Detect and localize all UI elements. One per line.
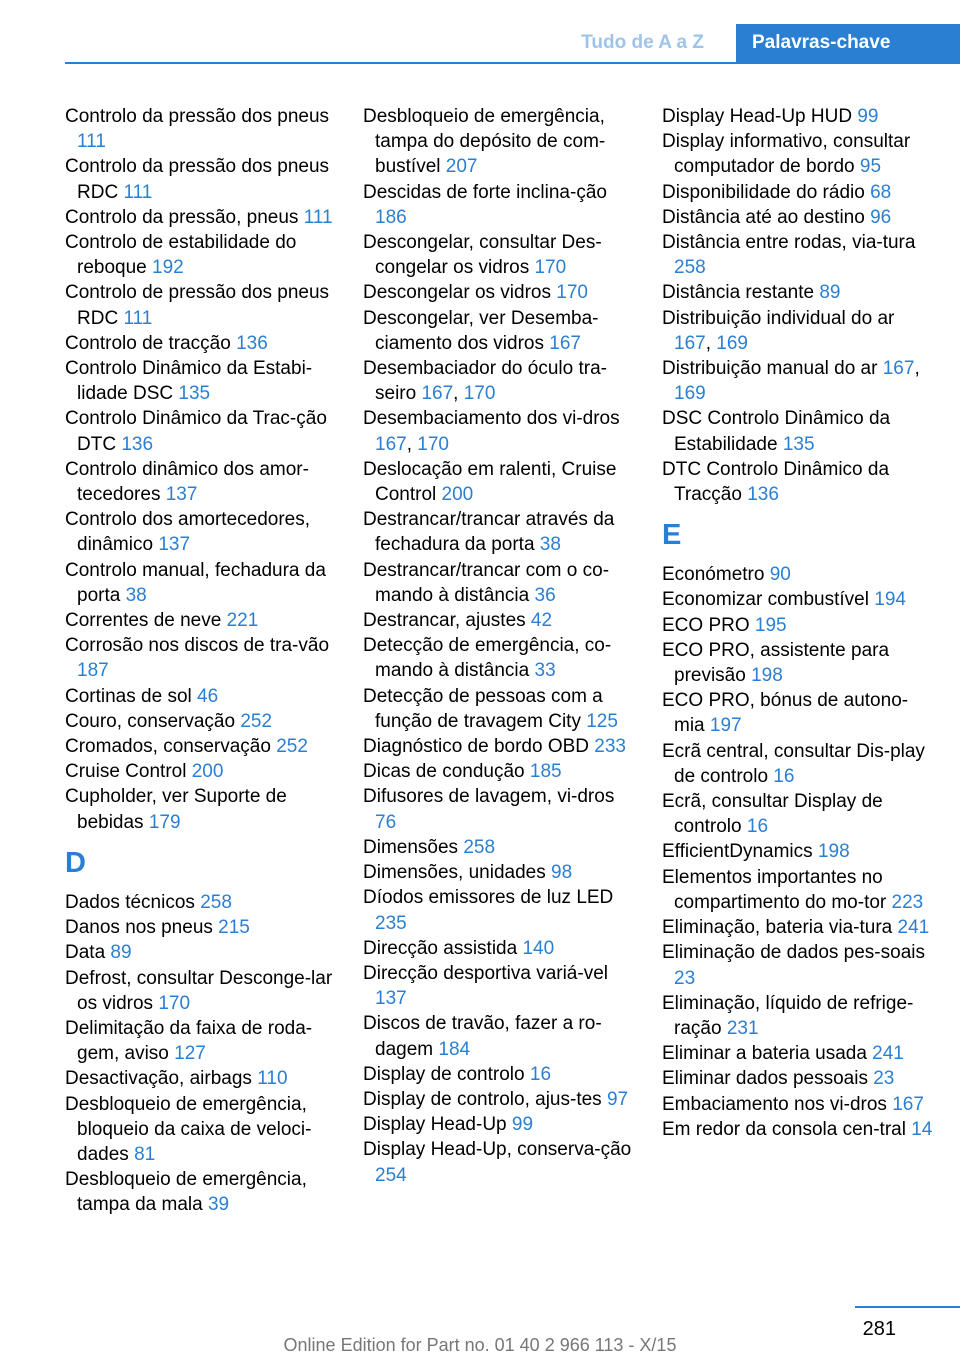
page-link[interactable]: 89 (110, 942, 132, 964)
index-term: Embaciamento nos vi‐dros (662, 1093, 887, 1115)
index-term: Distância entre rodas, via‐tura (662, 232, 916, 254)
index-column-3 (662, 104, 934, 1142)
index-term: Controlo dinâmico dos amor‐tecedores (65, 458, 309, 506)
page-link[interactable]: 167 (882, 358, 915, 380)
page-link[interactable]: 185 (529, 761, 562, 783)
index-term: Desembaciamento dos vi‐dros (363, 408, 620, 430)
index-entry (363, 1062, 635, 1087)
index-entry (662, 562, 934, 587)
page-link[interactable]: 252 (240, 710, 273, 732)
index-term: Descongelar, ver Desemba‐ciamento dos vidros (363, 307, 599, 354)
index-entry (662, 1117, 934, 1142)
index-entry (65, 1092, 337, 1168)
index-term: Display Head-Up (363, 1114, 507, 1136)
index-term: Eliminar a bateria usada (662, 1043, 867, 1065)
page-link[interactable]: 135 (782, 433, 815, 455)
index-term: Distância restante (662, 282, 815, 304)
index-entry (363, 457, 635, 507)
page-link[interactable]: 170 (534, 257, 567, 279)
page-link[interactable]: 194 (874, 589, 906, 611)
index-entry (363, 306, 635, 356)
index-term: Controlo Dinâmico da Estabi‐lidade DSC (65, 358, 313, 405)
index-term: ECO PRO, assistente para previsão (662, 639, 890, 687)
index-term: Couro, conservação (65, 710, 236, 732)
index-entry (65, 608, 337, 633)
index-term: Direcção desportiva variá‐vel (363, 962, 608, 984)
index-term: Destrancar, ajustes (363, 610, 526, 632)
page-link[interactable]: 167 (892, 1093, 924, 1115)
index-term: Eliminar dados pessoais (662, 1068, 868, 1090)
page-link[interactable]: 98 (551, 862, 573, 884)
index-term: Corrosão nos discos de tra‐vão (65, 635, 330, 657)
index-term: Distância até ao destino (662, 206, 865, 228)
index-term: Ecrã, consultar Display de controlo (662, 791, 883, 838)
index-entry (363, 1137, 635, 1187)
index-term: Desbloqueio de emergência, tampa do depósito de com‐bustível (363, 106, 606, 178)
index-entry (65, 633, 337, 683)
index-term: Controlo da pressão dos pneus RDC (65, 156, 330, 203)
index-entry (65, 940, 337, 965)
index-term: Desbloqueio de emergência, bloqueio da caixa de veloci‐dades (65, 1093, 312, 1165)
page-link[interactable]: 223 (891, 891, 924, 913)
index-term: Defrost, consultar Desconge‐lar os vidros (65, 967, 333, 1014)
page-link[interactable]: 16 (773, 765, 795, 787)
index-letter-heading: D (65, 846, 86, 879)
index-term: Desactivação, airbags (65, 1068, 252, 1090)
index-term: Deslocação em ralenti, Cruise Control (363, 458, 617, 506)
page-link[interactable]: 221 (226, 610, 259, 632)
index-entry (662, 1092, 934, 1117)
index-entry (65, 734, 337, 759)
index-term: Cupholder, ver Suporte de bebidas (65, 786, 287, 833)
index-entry (662, 306, 934, 356)
page-number: 281 (862, 1318, 896, 1340)
index-entry (65, 154, 337, 204)
index-term: Correntes de neve (65, 610, 222, 632)
index-entry (662, 457, 934, 507)
index-entry (662, 180, 934, 205)
page-link[interactable]: 192 (152, 257, 184, 279)
page-link[interactable]: 111 (303, 206, 333, 228)
index-term: Díodos emissores de luz LED (363, 887, 614, 909)
page-link[interactable]: 136 (747, 484, 779, 506)
index-term: Controlo dos amortecedores, dinâmico (65, 509, 311, 556)
page-link[interactable]: 140 (522, 937, 555, 959)
page-link[interactable]: 167 (549, 332, 581, 354)
page-link[interactable]: 39 (207, 1194, 230, 1216)
index-term: Descongelar os vidros (363, 282, 551, 304)
index-entry (363, 1087, 635, 1112)
index-entry (662, 839, 934, 864)
page-link[interactable]: 135 (178, 383, 211, 405)
index-term: DTC Controlo Dinâmico da Tracção (662, 458, 890, 506)
index-entry (363, 734, 635, 759)
index-term: Diagnóstico de bordo OBD (363, 736, 590, 758)
page-link[interactable]: 169 (716, 332, 748, 354)
index-entry (662, 230, 934, 280)
index-entry (363, 759, 635, 784)
page-link[interactable]: 99 (857, 106, 879, 127)
index-term: Distribuição individual do ar (662, 307, 895, 329)
index-entry (662, 205, 934, 230)
page-link[interactable]: 170 (556, 282, 588, 304)
tab-tudo-de-a-a-z[interactable]: Tudo de A a Z (581, 32, 704, 53)
index-column-1 (65, 104, 337, 1218)
page-link[interactable]: 195 (754, 614, 787, 636)
page-link[interactable]: 197 (709, 715, 742, 737)
page-link[interactable]: 38 (539, 534, 561, 556)
index-entry (65, 205, 337, 230)
page-link[interactable]: 235 (375, 912, 407, 934)
page-separator: , (406, 433, 412, 455)
page-link[interactable]: 179 (148, 811, 181, 833)
index-term: Dados técnicos (65, 891, 195, 913)
index-term: Display de controlo, ajus‐tes (363, 1088, 602, 1110)
page-link[interactable]: 167 (375, 433, 407, 455)
index-term: Discos de travão, fazer a ro‐dagem (363, 1013, 602, 1060)
page-link[interactable]: 254 (375, 1164, 407, 1186)
page-link[interactable]: 137 (158, 534, 191, 556)
index-entry (65, 331, 337, 356)
page-link[interactable]: 200 (191, 761, 224, 783)
index-entry (363, 280, 635, 305)
index-entry (363, 835, 635, 860)
index-entry (662, 104, 934, 129)
index-entry (65, 406, 337, 456)
index-term: Controlo da pressão, pneus (65, 206, 299, 228)
index-term: Cruise Control (65, 761, 187, 783)
index-term: EfficientDynamics (662, 841, 813, 863)
index-term: Display de controlo (363, 1063, 525, 1085)
index-term: Eliminação, bateria via‐tura (662, 917, 893, 939)
index-term: DSC Controlo Dinâmico da Estabilidade (662, 408, 891, 455)
page-link[interactable]: 233 (594, 736, 626, 758)
index-term: Display Head-Up HUD (662, 106, 853, 127)
index-term: Distribuição manual do ar (662, 358, 878, 380)
index-term: Eliminação, líquido de refrige‐ração (662, 992, 914, 1039)
index-entry (65, 1016, 337, 1066)
index-term: Desbloqueio de emergência, tampa da mala (65, 1169, 307, 1216)
index-entry (65, 558, 337, 608)
index-term: Cortinas de sol (65, 685, 192, 707)
page-link[interactable]: 23 (674, 967, 696, 989)
index-term: Eliminação de dados pes‐soais (662, 942, 925, 964)
index-entry (65, 230, 337, 280)
index-letter-heading: E (662, 519, 682, 552)
edition-note: Online Edition for Part no. 01 40 2 966 113 - X/15 (283, 1335, 677, 1355)
page-link[interactable]: 42 (530, 610, 553, 632)
index-term: Economizar combustível (662, 589, 869, 611)
index-term: Dicas de condução (363, 761, 525, 783)
index-term: Data (65, 942, 106, 964)
index-term: Elementos importantes no compartimento do mo‐tor (662, 866, 887, 913)
index-term: Em redor da consola cen‐tral (662, 1118, 906, 1140)
page-link[interactable]: 97 (606, 1088, 629, 1110)
index-entry (363, 356, 635, 406)
index-term: Controlo de tracção (65, 332, 231, 354)
page-link[interactable]: 231 (726, 1017, 759, 1039)
page-link[interactable]: 207 (445, 156, 478, 178)
index-entry (662, 915, 934, 940)
index-entry (65, 915, 337, 940)
index-entry (363, 860, 635, 885)
index-entry (363, 784, 635, 834)
page-link[interactable]: 136 (121, 433, 154, 455)
page-link[interactable]: 169 (674, 383, 706, 405)
index-term: Display Head-Up, conserva‐ção (363, 1139, 632, 1161)
page-link[interactable]: 241 (872, 1043, 904, 1065)
page-link[interactable]: 111 (123, 307, 153, 329)
page-link[interactable]: 90 (769, 564, 791, 586)
index-entry (363, 1112, 635, 1137)
index-entry (662, 280, 934, 305)
index-entry (65, 709, 337, 734)
page-link[interactable]: 186 (375, 206, 407, 228)
index-entry (363, 507, 635, 557)
page-link[interactable]: 252 (276, 736, 308, 758)
index-term: Descidas de forte inclina‐ção (363, 181, 607, 203)
tab-palavras-chave[interactable]: Palavras-chave (736, 24, 960, 62)
page-link[interactable]: 16 (746, 816, 769, 838)
index-entry (65, 966, 337, 1016)
index-term: ECO PRO (662, 614, 750, 636)
index-entry (662, 789, 934, 839)
page-separator: , (914, 358, 920, 380)
index-entry (662, 940, 934, 990)
index-term: Controlo manual, fechadura da porta (65, 559, 326, 606)
index-entry (65, 890, 337, 915)
index-term: Delimitação da faixa de roda‐gem, aviso (65, 1017, 313, 1065)
index-entry (662, 739, 934, 789)
page-link[interactable]: 110 (257, 1068, 288, 1090)
page-link[interactable]: 81 (134, 1143, 156, 1165)
page-link[interactable]: 99 (511, 1114, 534, 1136)
page-link[interactable]: 111 (77, 131, 106, 153)
page-link[interactable]: 127 (174, 1043, 206, 1065)
page-link[interactable]: 96 (870, 206, 892, 228)
index-entry (662, 865, 934, 915)
index-entry (363, 608, 635, 633)
page-link[interactable]: 258 (463, 836, 496, 858)
index-entry (65, 1167, 337, 1217)
index-term: ECO PRO, bónus de autono‐mia (662, 690, 909, 737)
index-term: Danos nos pneus (65, 917, 213, 939)
page-link[interactable]: 187 (77, 660, 109, 682)
page-link[interactable]: 16 (529, 1063, 552, 1085)
page-link[interactable]: 258 (674, 257, 706, 279)
page-link[interactable]: 170 (158, 992, 191, 1014)
page-link[interactable]: 14 (911, 1118, 933, 1140)
page-link[interactable]: 198 (817, 841, 850, 863)
page-link[interactable]: 68 (870, 181, 892, 203)
index-term: Destrancar/trancar com o co‐mando à distância (363, 559, 610, 606)
page-link[interactable]: 258 (200, 891, 232, 913)
index-term: Destrancar/trancar através da fechadura da porta (363, 509, 615, 556)
index-term: Económetro (662, 564, 765, 586)
index-term: Direcção assistida (363, 937, 518, 959)
index-term: Dimensões, unidades (363, 862, 546, 884)
header-rule (65, 62, 960, 64)
index-entry (65, 759, 337, 784)
index-entry (662, 129, 934, 179)
index-entry (662, 356, 934, 406)
index-entry (363, 936, 635, 961)
page-link[interactable]: 137 (165, 484, 198, 506)
index-column-2 (363, 104, 635, 1188)
page-link[interactable]: 23 (873, 1068, 895, 1090)
page-link[interactable]: 137 (375, 988, 407, 1010)
index-entry (65, 784, 337, 834)
index-term: Display informativo, consultar computador de bordo (662, 131, 911, 178)
page-link[interactable]: 46 (197, 685, 219, 707)
index-term: Ecrã central, consultar Dis‐play de controlo (662, 740, 925, 787)
index-term: Difusores de lavagem, vi‐dros (363, 786, 615, 808)
index-entry (662, 688, 934, 738)
page-header (0, 24, 960, 64)
index-term: Dimensões (363, 836, 459, 858)
page-link[interactable]: 125 (586, 710, 618, 732)
page-link[interactable]: 215 (218, 917, 250, 939)
page-link[interactable]: 111 (123, 181, 153, 203)
page-link[interactable]: 36 (534, 584, 556, 606)
index-term: Controlo da pressão dos pneus (65, 106, 330, 127)
page-link[interactable]: 76 (375, 811, 397, 833)
footer-rule (855, 1306, 960, 1308)
index-term: Controlo de estabilidade do reboque (65, 232, 297, 279)
index-entry (363, 230, 635, 280)
index-entry (363, 961, 635, 1011)
page-link[interactable]: 170 (463, 383, 496, 405)
index-entry (65, 684, 337, 709)
page-link[interactable]: 167 (674, 332, 706, 354)
index-entry (363, 406, 635, 456)
page-link[interactable]: 38 (125, 584, 147, 606)
index-entry (662, 1041, 934, 1066)
index-entry (363, 558, 635, 608)
index-entry (662, 406, 934, 456)
index-term: Controlo Dinâmico da Trac‐ção DTC (65, 408, 327, 455)
index-entry (65, 280, 337, 330)
index-entry (65, 457, 337, 507)
page-link[interactable]: 184 (438, 1038, 471, 1060)
index-entry (65, 507, 337, 557)
index-entry (65, 356, 337, 406)
index-entry (662, 1066, 934, 1091)
index-term: Desembaciador do óculo tra‐seiro (363, 358, 607, 405)
page-link[interactable]: 200 (441, 484, 474, 506)
index-entry (363, 885, 635, 935)
index-term: Disponibilidade do rádio (662, 181, 865, 203)
page-link[interactable]: 33 (534, 660, 556, 682)
index-entry (662, 991, 934, 1041)
index-term: Descongelar, consultar Des‐congelar os vidros (363, 232, 602, 279)
index-entry (363, 684, 635, 734)
index-entry (65, 1066, 337, 1091)
index-entry (662, 638, 934, 688)
page-link[interactable]: 170 (417, 433, 449, 455)
page-link[interactable]: 136 (236, 332, 268, 354)
index-term: Cromados, conservação (65, 736, 271, 758)
page-separator: , (705, 332, 711, 354)
index-entry (363, 104, 635, 180)
page-link[interactable]: 241 (897, 917, 930, 939)
index-entry (363, 633, 635, 683)
index-entry (363, 180, 635, 230)
page-link[interactable]: 167 (421, 383, 454, 405)
page-link[interactable]: 95 (859, 156, 882, 178)
index-entry (662, 613, 934, 638)
page-link[interactable]: 89 (819, 282, 841, 304)
page-separator: , (453, 383, 459, 405)
page-link[interactable]: 198 (751, 665, 783, 687)
index-term: Controlo de pressão dos pneus RDC (65, 282, 330, 329)
index-entry (662, 587, 934, 612)
index-entry (65, 104, 337, 154)
index-term: Detecção de emergência, co‐mando à distância (363, 635, 612, 682)
index-term: Detecção de pessoas com a função de travagem City (363, 685, 603, 732)
index-entry (363, 1011, 635, 1061)
